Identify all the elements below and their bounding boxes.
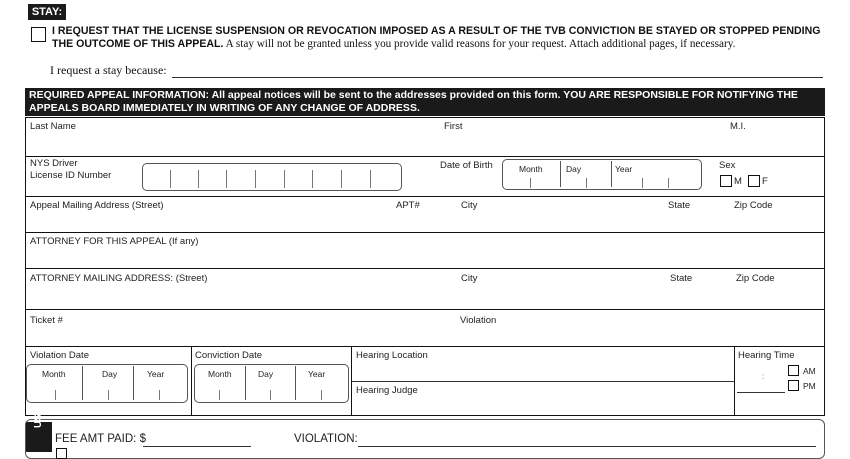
appeal-address-label: Appeal Mailing Address (Street) — [30, 200, 164, 211]
office-use-side-text: USE: — [33, 404, 44, 428]
hearing-divider — [352, 381, 734, 382]
hearing-pm-label: PM — [803, 381, 816, 391]
fee-paid-input-line[interactable] — [143, 446, 251, 447]
conviction-month-label: Month — [208, 369, 232, 379]
digit-separator — [270, 390, 271, 400]
row-divider — [26, 309, 824, 310]
digit-separator — [198, 170, 199, 188]
date-part-divider — [560, 161, 561, 187]
ticket-number-label: Ticket # — [30, 315, 63, 326]
digit-separator — [170, 170, 171, 188]
attorney-label: ATTORNEY FOR THIS APPEAL (If any) — [30, 236, 199, 247]
attorney-state-label: State — [670, 273, 693, 284]
digit-separator — [255, 170, 256, 188]
digit-separator — [219, 390, 220, 400]
row-divider — [26, 268, 824, 269]
violation-label: Violation — [460, 315, 497, 326]
hearing-judge-label: Hearing Judge — [356, 385, 418, 396]
conviction-year-label: Year — [308, 369, 326, 379]
violation-date-label: Violation Date — [30, 350, 89, 361]
column-divider — [191, 347, 192, 415]
date-part-divider — [295, 366, 296, 400]
sex-f-checkbox[interactable] — [748, 175, 760, 187]
stay-because-label: I request a stay because: — [50, 63, 167, 77]
row-divider — [26, 156, 824, 157]
license-id-label-line1: NYS Driver — [30, 158, 78, 169]
digit-separator — [530, 178, 531, 188]
stay-request-note: A stay will not be granted unless you provide valid reasons for your request. Attach additional pages, if necessary. — [223, 38, 736, 50]
stay-request-checkbox[interactable] — [31, 27, 46, 42]
conviction-day-label: Day — [258, 369, 274, 379]
hearing-am-checkbox[interactable] — [788, 365, 799, 376]
fee-paid-label: FEE AMT PAID: $ — [55, 433, 146, 445]
date-part-divider — [133, 366, 134, 400]
date-part-divider — [82, 366, 83, 400]
dob-month-label: Month — [519, 164, 543, 174]
digit-separator — [586, 178, 587, 188]
date-of-birth-label: Date of Birth — [440, 160, 493, 171]
row-divider — [26, 346, 824, 347]
zip-code-label: Zip Code — [734, 200, 773, 211]
digit-separator — [312, 170, 313, 188]
digit-separator — [370, 170, 371, 188]
hearing-pm-checkbox[interactable] — [788, 380, 799, 391]
digit-separator — [321, 390, 322, 400]
violation-month-label: Month — [42, 369, 66, 379]
office-use-side-tag — [26, 404, 52, 452]
required-info-banner: REQUIRED APPEAL INFORMATION: All appeal notices will be sent to the addresses provided on this form. YOU ARE RESPONSIBLE FOR NOTIFYING THE APPEALS BOARD IMMEDIATELY IN WRITING OF ANY CHANGE OF ADDRESS. — [25, 88, 825, 116]
office-violation-label: VIOLATION: — [294, 433, 358, 445]
row-divider — [26, 232, 824, 233]
stay-section-tag: STAY: — [28, 4, 66, 20]
digit-separator — [668, 178, 669, 188]
state-label: State — [668, 200, 691, 211]
digit-separator — [284, 170, 285, 188]
digit-separator — [55, 390, 56, 400]
stay-because-input-line[interactable] — [172, 77, 823, 78]
hearing-location-label: Hearing Location — [356, 350, 428, 361]
stay-request-bold: I REQUEST THAT THE LICENSE SUSPENSION OR REVOCATION IMPOSED AS A RESULT OF THE TVB CONVICTION BE STAYED OR STOPPED PENDING THE OUTCOME OF THIS APPEAL. — [52, 25, 821, 50]
last-name-label: Last Name — [30, 121, 76, 132]
dob-day-label: Day — [566, 164, 582, 174]
apt-label: APT# — [396, 200, 420, 211]
violation-year-label: Year — [147, 369, 165, 379]
date-part-divider — [611, 161, 612, 187]
digit-separator — [159, 390, 160, 400]
middle-initial-label: M.I. — [730, 121, 746, 132]
digit-separator — [341, 170, 342, 188]
conviction-date-label: Conviction Date — [195, 350, 263, 361]
first-name-label: First — [444, 121, 463, 132]
hearing-am-label: AM — [803, 366, 816, 376]
time-separator: : — [762, 371, 765, 381]
dob-year-label: Year — [615, 164, 633, 174]
sex-m-label: M — [734, 176, 742, 187]
attorney-city-label: City — [461, 273, 478, 284]
sex-f-label: F — [762, 176, 768, 187]
license-id-input[interactable] — [142, 163, 402, 191]
hearing-time-input-line[interactable] — [737, 392, 785, 393]
license-id-label-line2: License ID Number — [30, 170, 112, 181]
digit-separator — [642, 178, 643, 188]
office-violation-input-line[interactable] — [358, 446, 816, 447]
attorney-address-label: ATTORNEY MAILING ADDRESS: (Street) — [30, 273, 208, 284]
attorney-zip-label: Zip Code — [736, 273, 775, 284]
stay-request-text — [52, 25, 832, 51]
column-divider — [734, 347, 735, 415]
sex-m-checkbox[interactable] — [720, 175, 732, 187]
row-divider — [26, 196, 824, 197]
hearing-time-label: Hearing Time — [738, 350, 795, 361]
digit-separator — [226, 170, 227, 188]
date-part-divider — [245, 366, 246, 400]
violation-day-label: Day — [102, 369, 118, 379]
sex-label: Sex — [719, 160, 736, 171]
city-label: City — [461, 200, 478, 211]
digit-separator — [108, 390, 109, 400]
